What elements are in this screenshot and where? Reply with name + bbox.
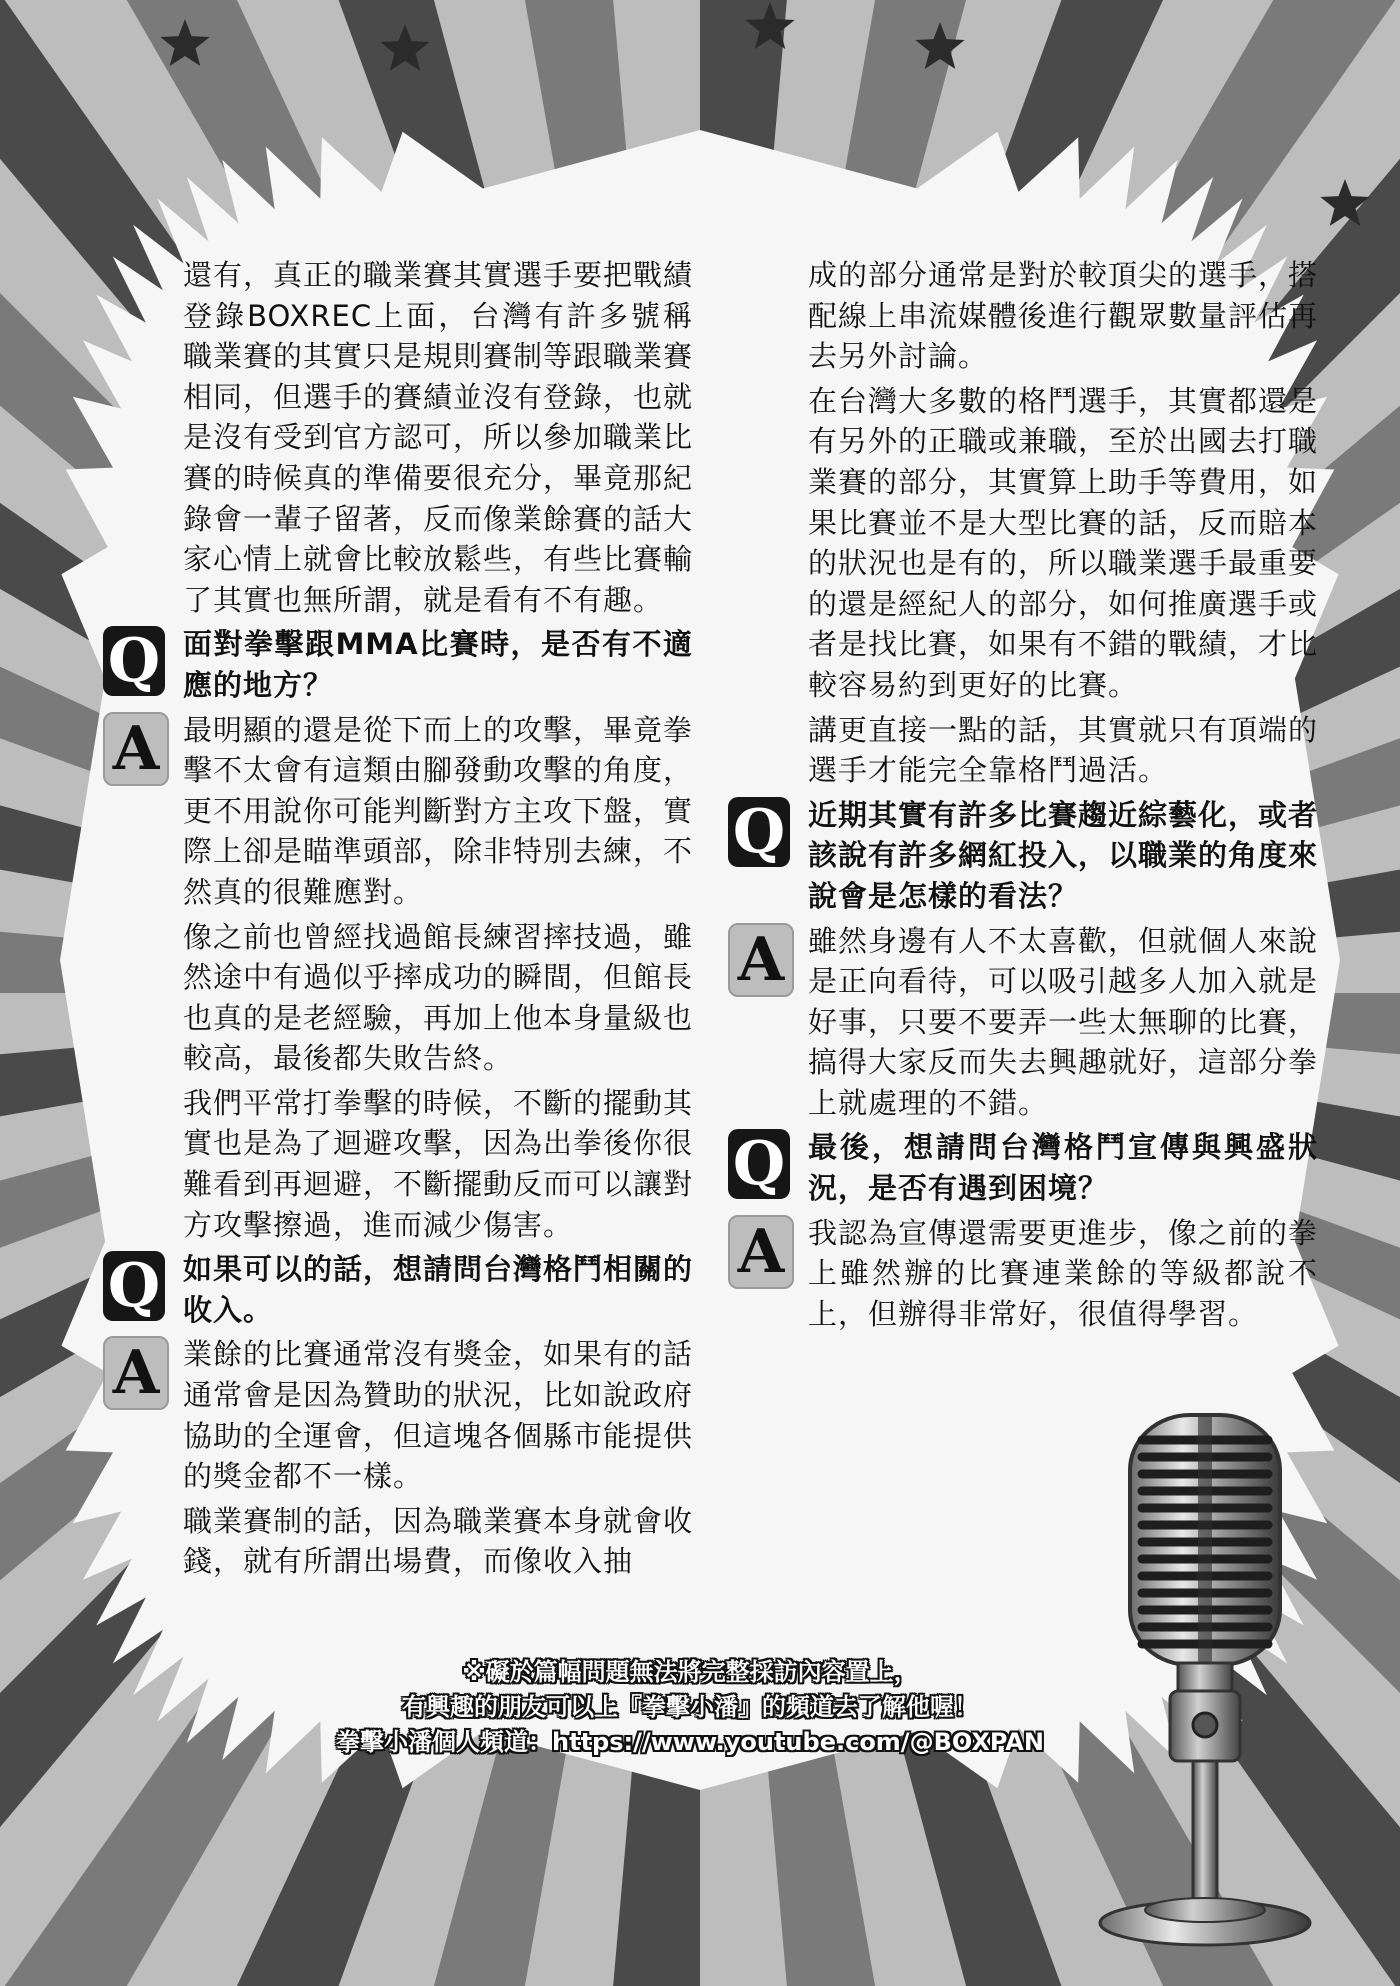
question-text: 最後，想請問台灣格鬥宣傳與興盛狀況，是否有遇到困境？ bbox=[808, 1130, 1318, 1206]
left-column bbox=[107, 255, 694, 1586]
answer-text: 我認為宣傳還需要更進步，像之前的拳上雖然辦的比賽連業餘的等級都說不上，但辦得非常好，很值得學習。 bbox=[808, 1215, 1319, 1331]
answer-text: 雖然身邊有人不太喜歡，但就個人來說是正向看待，可以吸引越多人加入就是好事，只要不要弄一些太無聊的比賽，搞得大家反而失去興趣就好，這部分拳上就處理的不錯。 bbox=[808, 923, 1319, 1120]
answer-text: 最明顯的還是從下而上的攻擊，畢竟拳擊不太會有這類由腳發動攻擊的角度，更不用說你可能判斷對方主攻下盤，實際上卻是瞄準頭部，除非特別去練，不然真的很難應對。 bbox=[183, 712, 694, 909]
answer-badge-icon: A bbox=[728, 923, 794, 997]
paragraph: 講更直接一點的話，其實就只有頂端的選手才能完全靠格鬥過活。 bbox=[808, 712, 1319, 788]
paragraph: 成的部分通常是對於較頂尖的選手，搭配線上串流媒體後進行觀眾數量評估再去另外討論。 bbox=[808, 258, 1319, 374]
answer-text: 業餘的比賽通常沒有獎金，如果有的話通常會是因為贊助的狀況，比如說政府協助的全運會，但這塊各個縣市能提供的獎金都不一樣。 bbox=[183, 1337, 694, 1494]
question-text: 面對拳擊跟MMA比賽時，是否有不適應的地方？ bbox=[183, 627, 693, 702]
answer-badge-icon: A bbox=[103, 712, 169, 786]
question-badge-icon: Q bbox=[103, 1251, 165, 1321]
question-badge-icon: Q bbox=[728, 797, 790, 867]
paragraph: 還有，真正的職業賽其實選手要把戰績登錄BOXREC上面，台灣有許多號稱職業賽的其實只是規則賽制等跟職業賽相同，但選手的賽績並沒有登錄，也就是沒有受到官方認可，所以參加職業比賽的時候真的準備要很充分，畢竟那紀錄會一輩子留著，反而像業餘賽的話大家心情上就會比較放鬆些，有些比賽輸了其實也無所謂，就是看有不有趣。 bbox=[183, 258, 694, 617]
footer-line-2: 有興趣的朋友可以上『拳擊小潘』的頻道去了解他喔！ bbox=[402, 1693, 978, 1721]
answer-badge-icon: A bbox=[103, 1336, 169, 1410]
question-text: 近期其實有許多比賽趨近綜藝化，或者該說有許多網紅投入，以職業的角度來說會是怎樣的看法？ bbox=[808, 797, 1319, 913]
question-block bbox=[107, 624, 693, 705]
answer-block bbox=[112, 710, 694, 913]
question-text: 如果可以的話，想請問台灣格鬥相關的收入。 bbox=[183, 1252, 694, 1327]
question-badge-icon: Q bbox=[728, 1129, 790, 1199]
footer-channel-link[interactable]: 拳擊小潘個人頻道：https://www.youtube.com/@BOXPAN bbox=[336, 1728, 1044, 1756]
question-block bbox=[107, 1249, 694, 1330]
microphone-icon bbox=[1090, 1395, 1320, 1955]
answer-block bbox=[737, 1213, 1319, 1335]
paragraph: 職業賽制的話，因為職業賽本身就會收錢，就有所謂出場費，而像收入抽 bbox=[183, 1503, 694, 1579]
footer-note bbox=[330, 1655, 1050, 1760]
answer-block bbox=[737, 921, 1319, 1124]
question-block bbox=[732, 1127, 1318, 1208]
answer-block bbox=[112, 1334, 694, 1496]
footer-line-1: ※礙於篇幅問題無法將完整採訪內容置上， bbox=[462, 1658, 918, 1686]
right-column bbox=[732, 255, 1319, 1338]
paragraph: 像之前也曾經找過館長練習摔技過，雖然途中有過似乎摔成功的瞬間，但館長也真的是老經驗，再加上他本身量級也較高，最後都失敗告終。 bbox=[183, 919, 694, 1076]
paragraph: 我們平常打拳擊的時候，不斷的擺動其實也是為了迴避攻擊，因為出拳後你很難看到再迴避，不斷擺動反而可以讓對方攻擊擦過，進而減少傷害。 bbox=[183, 1085, 694, 1242]
paragraph: 在台灣大多數的格鬥選手，其實都還是有另外的正職或兼職，至於出國去打職業賽的部分，其實算上助手等費用，如果比賽並不是大型比賽的話，反而賠本的狀況也是有的，所以職業選手最重要的還是經紀人的部分，如何推廣選手或者是找比賽，如果有不錯的戰績，才比較容易約到更好的比賽。 bbox=[808, 383, 1319, 702]
question-block bbox=[732, 795, 1319, 917]
answer-badge-icon: A bbox=[728, 1215, 794, 1289]
question-badge-icon: Q bbox=[103, 626, 165, 696]
